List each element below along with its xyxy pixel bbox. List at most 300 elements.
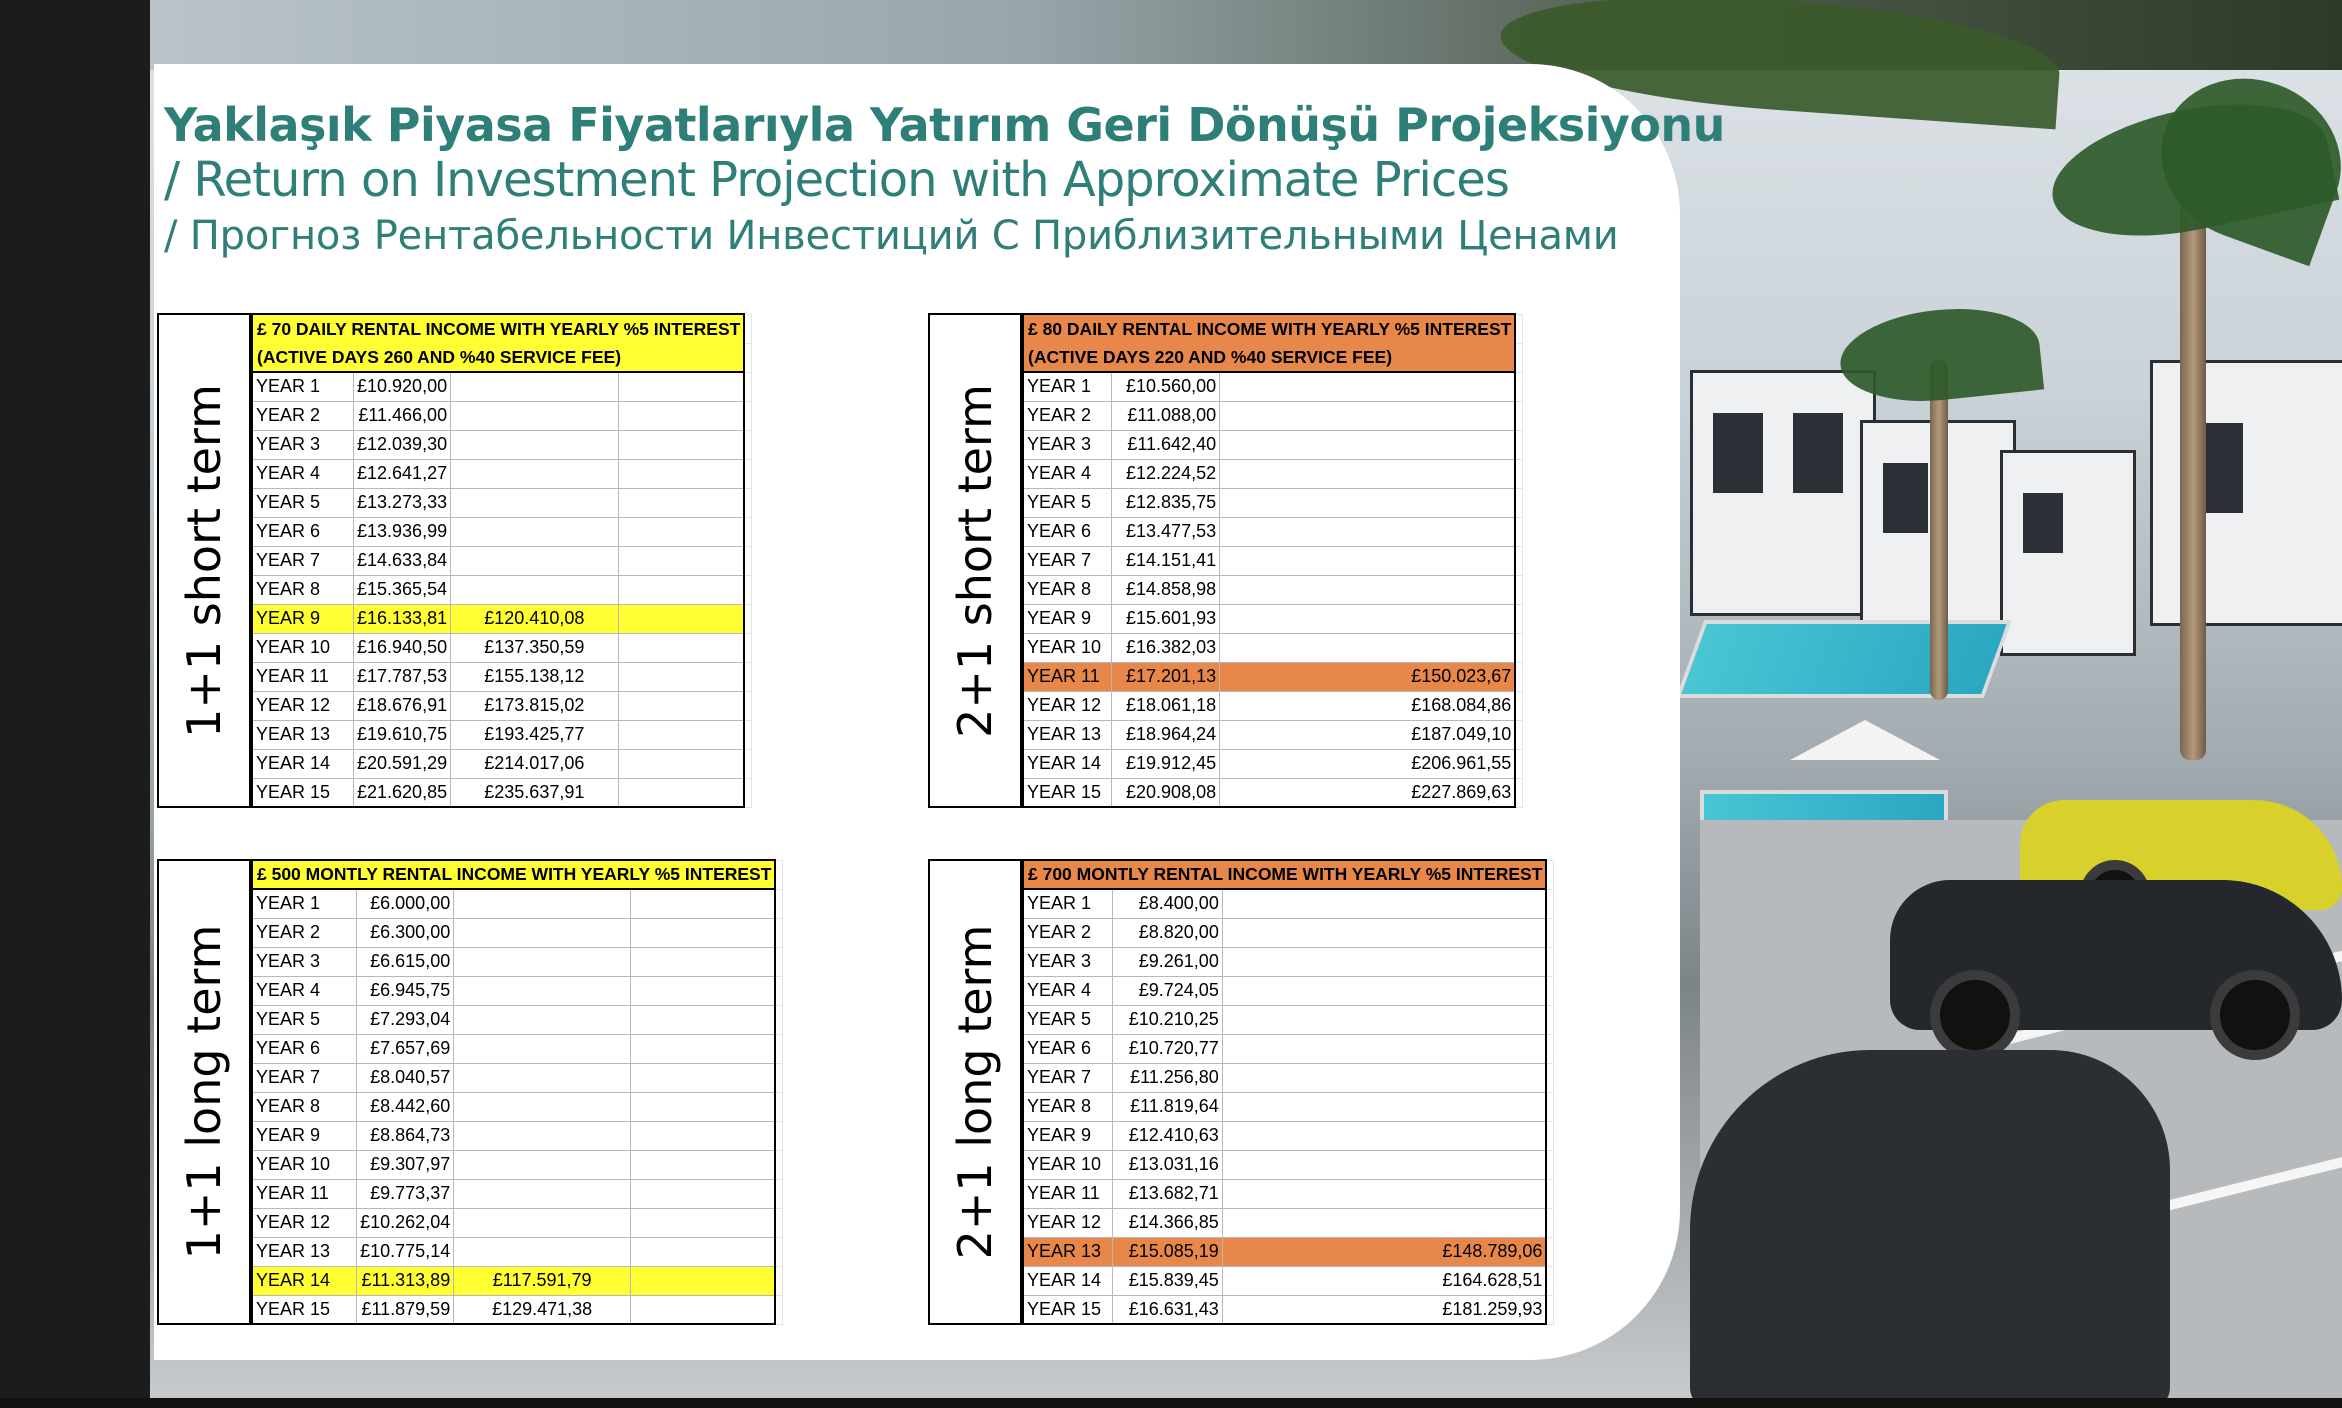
- annual-income-cell: £18.061,18: [1112, 691, 1220, 720]
- year-cell: YEAR 4: [252, 976, 357, 1005]
- annual-income-cell: £7.293,04: [357, 1005, 454, 1034]
- projection-table: [1022, 859, 1554, 1325]
- year-cell: YEAR 8: [252, 575, 354, 604]
- year-cell: YEAR 3: [1023, 947, 1113, 976]
- annual-income-cell: £10.262,04: [357, 1208, 454, 1237]
- empty-cell: [618, 691, 744, 720]
- year-cell: YEAR 2: [1023, 401, 1112, 430]
- side-label: [157, 313, 251, 808]
- annual-income-cell: £13.273,33: [354, 488, 451, 517]
- annual-income-cell: £14.366,85: [1113, 1208, 1223, 1237]
- year-cell: YEAR 8: [252, 1092, 357, 1121]
- empty-cell: [618, 749, 744, 778]
- annual-income-cell: £12.039,30: [354, 430, 451, 459]
- annual-income-cell: £19.610,75: [354, 720, 451, 749]
- annual-income-cell: £14.151,41: [1112, 546, 1220, 575]
- table-row: [1023, 1092, 1554, 1121]
- annual-income-cell: £9.307,97: [357, 1150, 454, 1179]
- cumulative-income-cell: [454, 889, 631, 918]
- cumulative-income-cell: [1222, 1121, 1546, 1150]
- year-cell: YEAR 13: [252, 720, 354, 749]
- umbrella: [1790, 720, 1940, 760]
- year-cell: YEAR 12: [1023, 1208, 1113, 1237]
- year-cell: YEAR 9: [1023, 1121, 1113, 1150]
- annual-income-cell: £10.775,14: [357, 1237, 454, 1266]
- annual-income-cell: £20.591,29: [354, 749, 451, 778]
- year-cell: YEAR 7: [252, 1063, 357, 1092]
- empty-cell: [631, 976, 776, 1005]
- table-row: [1023, 1295, 1554, 1324]
- empty-cell: [631, 1150, 776, 1179]
- cumulative-income-cell: [1222, 947, 1546, 976]
- annual-income-cell: £16.631,43: [1113, 1295, 1223, 1324]
- cumulative-income-cell: £150.023,67: [1220, 662, 1516, 691]
- year-cell: YEAR 1: [252, 889, 357, 918]
- table-row: [1023, 488, 1523, 517]
- table-row: [1023, 778, 1523, 807]
- year-cell: YEAR 4: [1023, 459, 1112, 488]
- title-turkish: Yaklaşık Piyasa Fiyatlarıyla Yatırım Geri Dönüşü Projeksiyonu: [164, 98, 1725, 152]
- year-cell: YEAR 10: [1023, 633, 1112, 662]
- year-cell: YEAR 3: [252, 947, 357, 976]
- empty-cell: [618, 459, 744, 488]
- empty-cell: [631, 1005, 776, 1034]
- table-row: [252, 372, 752, 401]
- cumulative-income-cell: [1220, 546, 1516, 575]
- cumulative-income-cell: £181.259,93: [1222, 1295, 1546, 1324]
- year-cell: YEAR 1: [1023, 889, 1113, 918]
- year-cell: YEAR 12: [1023, 691, 1112, 720]
- annual-income-cell: £11.879,59: [357, 1295, 454, 1324]
- cumulative-income-cell: [1220, 459, 1516, 488]
- table-row: [1023, 662, 1523, 691]
- annual-income-cell: £8.820,00: [1113, 918, 1223, 947]
- cumulative-income-cell: [1220, 517, 1516, 546]
- year-cell: YEAR 14: [1023, 749, 1112, 778]
- year-cell: YEAR 15: [1023, 778, 1112, 807]
- cumulative-income-cell: [454, 1092, 631, 1121]
- year-cell: YEAR 13: [1023, 720, 1112, 749]
- table-row: [1023, 749, 1523, 778]
- year-cell: YEAR 11: [1023, 662, 1112, 691]
- table-row: [1023, 947, 1554, 976]
- table-row: [252, 947, 783, 976]
- cumulative-income-cell: £164.628,51: [1222, 1266, 1546, 1295]
- table-row: [1023, 1208, 1554, 1237]
- side-label: [157, 859, 251, 1325]
- palm-tree: [2180, 200, 2206, 760]
- table-header: (ACTIVE DAYS 220 AND %40 SERVICE FEE): [1023, 343, 1515, 372]
- table-header: £ 70 DAILY RENTAL INCOME WITH YEARLY %5 INTEREST: [252, 314, 744, 343]
- table-row: [252, 430, 752, 459]
- table-row: [1023, 1005, 1554, 1034]
- cumulative-income-cell: [451, 517, 618, 546]
- cumulative-income-cell: [1222, 918, 1546, 947]
- table-row: [252, 749, 752, 778]
- year-cell: YEAR 10: [1023, 1150, 1113, 1179]
- year-cell: YEAR 11: [252, 1179, 357, 1208]
- annual-income-cell: £10.560,00: [1112, 372, 1220, 401]
- side-label-text: 1+1 short term: [177, 383, 231, 738]
- table-row: [1023, 1034, 1554, 1063]
- year-cell: YEAR 6: [1023, 517, 1112, 546]
- table-row: [1023, 720, 1523, 749]
- cumulative-income-cell: £168.084,86: [1220, 691, 1516, 720]
- cumulative-income-cell: [451, 401, 618, 430]
- cumulative-income-cell: £117.591,79: [454, 1266, 631, 1295]
- year-cell: YEAR 11: [252, 662, 354, 691]
- empty-cell: [631, 1092, 776, 1121]
- cumulative-income-cell: £235.637,91: [451, 778, 618, 807]
- empty-cell: [618, 401, 744, 430]
- annual-income-cell: £6.000,00: [357, 889, 454, 918]
- empty-cell: [618, 720, 744, 749]
- cumulative-income-cell: [1222, 1063, 1546, 1092]
- annual-income-cell: £12.641,27: [354, 459, 451, 488]
- empty-cell: [618, 372, 744, 401]
- empty-cell: [618, 430, 744, 459]
- black-car: [1690, 1050, 2170, 1408]
- year-cell: YEAR 8: [1023, 1092, 1113, 1121]
- black-car: [1890, 880, 2342, 1030]
- table-row: [1023, 1237, 1554, 1266]
- cumulative-income-cell: [1222, 1092, 1546, 1121]
- annual-income-cell: £9.724,05: [1113, 976, 1223, 1005]
- year-cell: YEAR 15: [252, 1295, 357, 1324]
- cumulative-income-cell: £173.815,02: [451, 691, 618, 720]
- table-row: [252, 1295, 783, 1324]
- table-row: [252, 488, 752, 517]
- empty-cell: [618, 517, 744, 546]
- empty-cell: [631, 947, 776, 976]
- background-left-strip: [0, 0, 150, 1408]
- annual-income-cell: £13.477,53: [1112, 517, 1220, 546]
- cumulative-income-cell: [454, 1121, 631, 1150]
- table-header: (ACTIVE DAYS 260 AND %40 SERVICE FEE): [252, 343, 744, 372]
- palm-tree: [1930, 360, 1948, 700]
- cumulative-income-cell: £155.138,12: [451, 662, 618, 691]
- cumulative-income-cell: [454, 1005, 631, 1034]
- table-row: [252, 604, 752, 633]
- table-row: [252, 401, 752, 430]
- cumulative-income-cell: [1222, 1150, 1546, 1179]
- empty-cell: [631, 1295, 776, 1324]
- annual-income-cell: £8.864,73: [357, 1121, 454, 1150]
- cumulative-income-cell: [454, 1237, 631, 1266]
- year-cell: YEAR 11: [1023, 1179, 1113, 1208]
- projection-table: [1022, 313, 1523, 808]
- annual-income-cell: £13.031,16: [1113, 1150, 1223, 1179]
- year-cell: YEAR 4: [252, 459, 354, 488]
- table-row: [252, 1237, 783, 1266]
- annual-income-cell: £6.945,75: [357, 976, 454, 1005]
- table-row: [1023, 889, 1554, 918]
- year-cell: YEAR 2: [252, 401, 354, 430]
- table-row: [252, 720, 752, 749]
- annual-income-cell: £12.835,75: [1112, 488, 1220, 517]
- year-cell: YEAR 5: [1023, 1005, 1113, 1034]
- year-cell: YEAR 1: [1023, 372, 1112, 401]
- cumulative-income-cell: [1220, 430, 1516, 459]
- annual-income-cell: £13.936,99: [354, 517, 451, 546]
- table-row: [1023, 604, 1523, 633]
- cumulative-income-cell: [454, 1208, 631, 1237]
- villa-building: [2150, 360, 2342, 626]
- annual-income-cell: £9.773,37: [357, 1179, 454, 1208]
- cumulative-income-cell: [451, 546, 618, 575]
- table-row: [1023, 1266, 1554, 1295]
- year-cell: YEAR 14: [1023, 1266, 1113, 1295]
- annual-income-cell: £17.787,53: [354, 662, 451, 691]
- empty-cell: [631, 918, 776, 947]
- side-label: [928, 313, 1022, 808]
- cumulative-income-cell: £137.350,59: [451, 633, 618, 662]
- table-row: [1023, 517, 1523, 546]
- table-row: [1023, 633, 1523, 662]
- annual-income-cell: £18.676,91: [354, 691, 451, 720]
- cumulative-income-cell: £187.049,10: [1220, 720, 1516, 749]
- cumulative-income-cell: £227.869,63: [1220, 778, 1516, 807]
- table-row: [1023, 430, 1523, 459]
- projection-table: [251, 313, 752, 808]
- year-cell: YEAR 15: [252, 778, 354, 807]
- year-cell: YEAR 13: [1023, 1237, 1113, 1266]
- cumulative-income-cell: [454, 976, 631, 1005]
- cumulative-income-cell: [1220, 604, 1516, 633]
- year-cell: YEAR 5: [252, 488, 354, 517]
- table-row: [252, 1179, 783, 1208]
- year-cell: YEAR 6: [252, 517, 354, 546]
- table-row: [252, 575, 752, 604]
- annual-income-cell: £14.633,84: [354, 546, 451, 575]
- annual-income-cell: £16.940,50: [354, 633, 451, 662]
- table-row: [252, 459, 752, 488]
- annual-income-cell: £11.819,64: [1113, 1092, 1223, 1121]
- cumulative-income-cell: £214.017,06: [451, 749, 618, 778]
- cumulative-income-cell: £148.789,06: [1222, 1237, 1546, 1266]
- annual-income-cell: £14.858,98: [1112, 575, 1220, 604]
- cumulative-income-cell: £129.471,38: [454, 1295, 631, 1324]
- table-row: [1023, 1063, 1554, 1092]
- table-row: [1023, 575, 1523, 604]
- empty-cell: [631, 1179, 776, 1208]
- annual-income-cell: £11.256,80: [1113, 1063, 1223, 1092]
- cumulative-income-cell: [1220, 575, 1516, 604]
- empty-cell: [618, 662, 744, 691]
- annual-income-cell: £12.224,52: [1112, 459, 1220, 488]
- empty-cell: [618, 633, 744, 662]
- table-row: [252, 691, 752, 720]
- annual-income-cell: £10.720,77: [1113, 1034, 1223, 1063]
- annual-income-cell: £10.210,25: [1113, 1005, 1223, 1034]
- year-cell: YEAR 2: [252, 918, 357, 947]
- empty-cell: [618, 604, 744, 633]
- table-row: [252, 662, 752, 691]
- year-cell: YEAR 4: [1023, 976, 1113, 1005]
- empty-cell: [618, 488, 744, 517]
- title-russian: / Прогноз Рентабельности Инвестиций С Приблизительными Ценами: [164, 213, 1619, 259]
- villa-building: [2000, 450, 2136, 656]
- cumulative-income-cell: [1220, 633, 1516, 662]
- table-row: [252, 1121, 783, 1150]
- annual-income-cell: £6.615,00: [357, 947, 454, 976]
- annual-income-cell: £15.365,54: [354, 575, 451, 604]
- cumulative-income-cell: [1220, 401, 1516, 430]
- title-english: / Return on Investment Projection with Approximate Prices: [164, 152, 1509, 208]
- projection-table: [251, 859, 783, 1325]
- annual-income-cell: £11.088,00: [1112, 401, 1220, 430]
- year-cell: YEAR 5: [252, 1005, 357, 1034]
- year-cell: YEAR 7: [1023, 1063, 1113, 1092]
- annual-income-cell: £19.912,45: [1112, 749, 1220, 778]
- empty-cell: [618, 546, 744, 575]
- year-cell: YEAR 7: [1023, 546, 1112, 575]
- annual-income-cell: £8.400,00: [1113, 889, 1223, 918]
- annual-income-cell: £15.601,93: [1112, 604, 1220, 633]
- year-cell: YEAR 7: [252, 546, 354, 575]
- table-header: £ 700 MONTLY RENTAL INCOME WITH YEARLY %5 INTEREST: [1023, 860, 1546, 889]
- table-row: [1023, 372, 1523, 401]
- cumulative-income-cell: [1222, 1208, 1546, 1237]
- year-cell: YEAR 12: [252, 691, 354, 720]
- annual-income-cell: £12.410,63: [1113, 1121, 1223, 1150]
- empty-cell: [631, 1121, 776, 1150]
- villa-building: [1690, 370, 1876, 616]
- annual-income-cell: £17.201,13: [1112, 662, 1220, 691]
- empty-cell: [631, 1208, 776, 1237]
- empty-cell: [631, 1063, 776, 1092]
- cumulative-income-cell: [451, 488, 618, 517]
- cumulative-income-cell: [1222, 889, 1546, 918]
- year-cell: YEAR 9: [252, 1121, 357, 1150]
- annual-income-cell: £11.313,89: [357, 1266, 454, 1295]
- empty-cell: [631, 1034, 776, 1063]
- empty-cell: [631, 889, 776, 918]
- year-cell: YEAR 6: [252, 1034, 357, 1063]
- cumulative-income-cell: [451, 430, 618, 459]
- table-row: [252, 976, 783, 1005]
- table-row: [252, 517, 752, 546]
- empty-cell: [618, 575, 744, 604]
- table-row: [252, 633, 752, 662]
- year-cell: YEAR 6: [1023, 1034, 1113, 1063]
- table-row: [1023, 401, 1523, 430]
- annual-income-cell: £8.040,57: [357, 1063, 454, 1092]
- year-cell: YEAR 2: [1023, 918, 1113, 947]
- cumulative-income-cell: [454, 1179, 631, 1208]
- year-cell: YEAR 14: [252, 1266, 357, 1295]
- table-row: [1023, 918, 1554, 947]
- table-row: [252, 1005, 783, 1034]
- year-cell: YEAR 10: [252, 1150, 357, 1179]
- table-header: £ 500 MONTLY RENTAL INCOME WITH YEARLY %5 INTEREST: [252, 860, 775, 889]
- cumulative-income-cell: [454, 947, 631, 976]
- table-row: [252, 1208, 783, 1237]
- cumulative-income-cell: [1220, 372, 1516, 401]
- table-row: [252, 546, 752, 575]
- table-row: [1023, 691, 1523, 720]
- table-row: [1023, 459, 1523, 488]
- table-row: [1023, 1150, 1554, 1179]
- table-row: [252, 889, 783, 918]
- cumulative-income-cell: [451, 372, 618, 401]
- cumulative-income-cell: [1220, 488, 1516, 517]
- year-cell: YEAR 10: [252, 633, 354, 662]
- annual-income-cell: £13.682,71: [1113, 1179, 1223, 1208]
- table-row: [252, 918, 783, 947]
- year-cell: YEAR 1: [252, 372, 354, 401]
- annual-income-cell: £11.466,00: [354, 401, 451, 430]
- annual-income-cell: £9.261,00: [1113, 947, 1223, 976]
- annual-income-cell: £15.839,45: [1113, 1266, 1223, 1295]
- annual-income-cell: £20.908,08: [1112, 778, 1220, 807]
- table-row: [252, 1063, 783, 1092]
- side-label-text: 2+1 short term: [948, 383, 1002, 738]
- cumulative-income-cell: [1222, 976, 1546, 1005]
- annual-income-cell: £16.382,03: [1112, 633, 1220, 662]
- cumulative-income-cell: [454, 1150, 631, 1179]
- cumulative-income-cell: [451, 575, 618, 604]
- side-label-text: 1+1 long term: [177, 924, 231, 1260]
- empty-cell: [618, 778, 744, 807]
- year-cell: YEAR 9: [252, 604, 354, 633]
- empty-cell: [631, 1237, 776, 1266]
- table-row: [252, 1034, 783, 1063]
- year-cell: YEAR 5: [1023, 488, 1112, 517]
- year-cell: YEAR 9: [1023, 604, 1112, 633]
- annual-income-cell: £15.085,19: [1113, 1237, 1223, 1266]
- cumulative-income-cell: [1222, 1005, 1546, 1034]
- cumulative-income-cell: [454, 918, 631, 947]
- cumulative-income-cell: £206.961,55: [1220, 749, 1516, 778]
- year-cell: YEAR 14: [252, 749, 354, 778]
- cumulative-income-cell: £193.425,77: [451, 720, 618, 749]
- annual-income-cell: £8.442,60: [357, 1092, 454, 1121]
- cumulative-income-cell: £120.410,08: [451, 604, 618, 633]
- year-cell: YEAR 13: [252, 1237, 357, 1266]
- table-row: [1023, 546, 1523, 575]
- year-cell: YEAR 3: [252, 430, 354, 459]
- table-row: [252, 778, 752, 807]
- cumulative-income-cell: [1222, 1034, 1546, 1063]
- year-cell: YEAR 12: [252, 1208, 357, 1237]
- cumulative-income-cell: [454, 1034, 631, 1063]
- annual-income-cell: £21.620,85: [354, 778, 451, 807]
- side-label: [928, 859, 1022, 1325]
- annual-income-cell: £7.657,69: [357, 1034, 454, 1063]
- annual-income-cell: £6.300,00: [357, 918, 454, 947]
- table-row: [1023, 1121, 1554, 1150]
- table-header: £ 80 DAILY RENTAL INCOME WITH YEARLY %5 INTEREST: [1023, 314, 1515, 343]
- table-row: [1023, 1179, 1554, 1208]
- annual-income-cell: £10.920,00: [354, 372, 451, 401]
- table-row: [1023, 976, 1554, 1005]
- year-cell: YEAR 3: [1023, 430, 1112, 459]
- pool: [1676, 620, 2012, 698]
- annual-income-cell: £18.964,24: [1112, 720, 1220, 749]
- annual-income-cell: £16.133,81: [354, 604, 451, 633]
- table-row: [252, 1092, 783, 1121]
- table-row: [252, 1150, 783, 1179]
- cumulative-income-cell: [1222, 1179, 1546, 1208]
- table-row: [252, 1266, 783, 1295]
- cumulative-income-cell: [454, 1063, 631, 1092]
- cumulative-income-cell: [451, 459, 618, 488]
- year-cell: YEAR 8: [1023, 575, 1112, 604]
- empty-cell: [631, 1266, 776, 1295]
- year-cell: YEAR 15: [1023, 1295, 1113, 1324]
- side-label-text: 2+1 long term: [948, 924, 1002, 1260]
